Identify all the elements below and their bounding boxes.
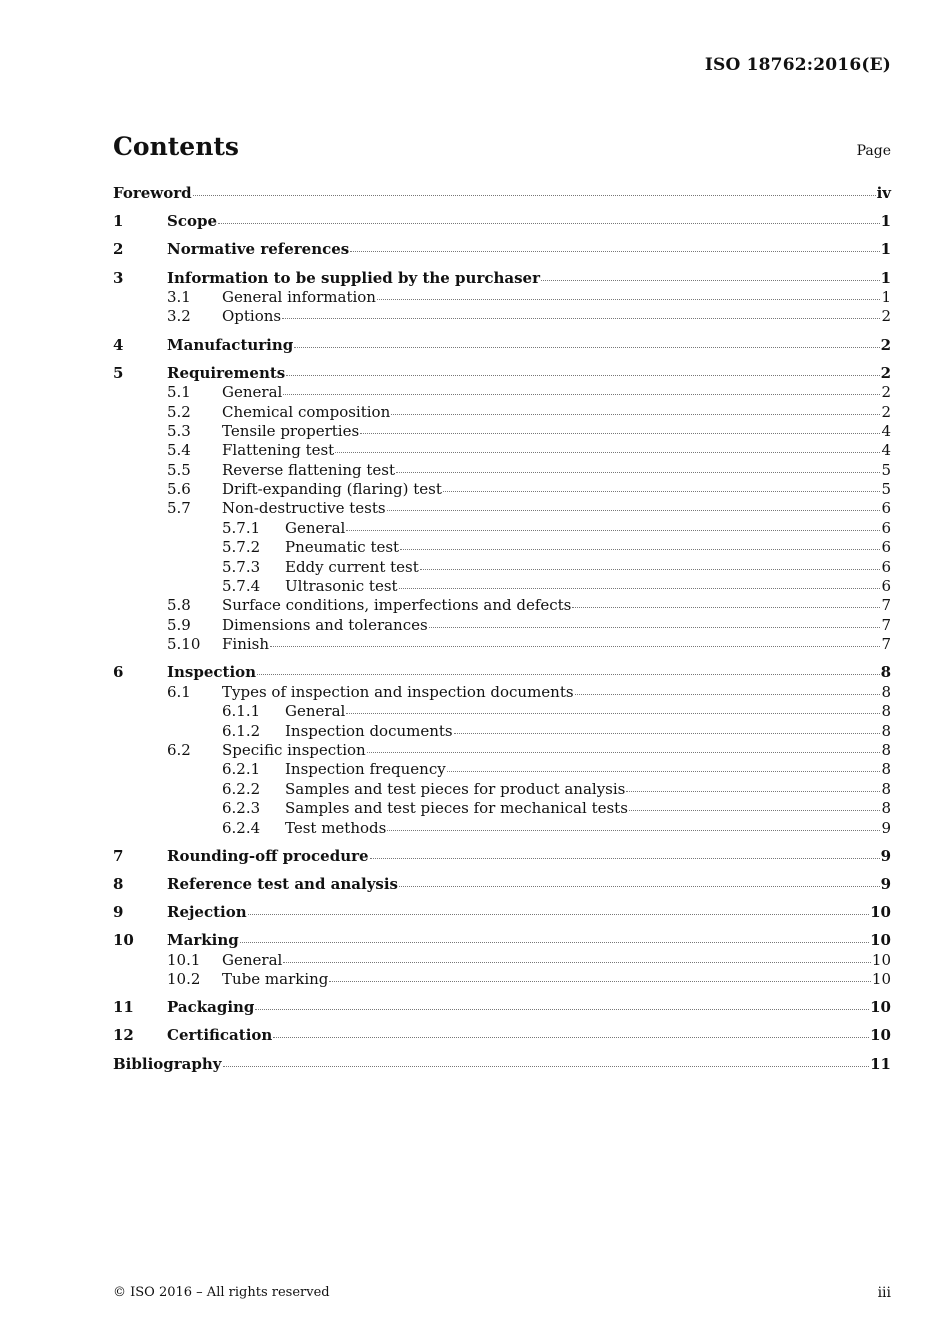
toc-entry-title: Packaging [167, 998, 255, 1017]
toc-entry-number: 5.7.2 [222, 538, 261, 557]
dot-leader [270, 642, 880, 647]
toc-entry-page: 1 [880, 240, 891, 259]
toc-entry[interactable] [113, 683, 891, 702]
toc-entry[interactable] [113, 780, 891, 799]
toc-entry-number: 6.2.2 [222, 779, 261, 798]
toc-entry-number: 3.2 [167, 307, 191, 326]
toc-entry-number: 8 [113, 874, 124, 893]
toc-entry[interactable] [113, 577, 891, 596]
toc-entry-number: 6.2.1 [222, 760, 261, 779]
toc-entry[interactable] [113, 951, 891, 970]
toc-entry-page: 10 [871, 970, 891, 989]
toc-entry[interactable] [113, 461, 891, 480]
toc-entry-page: 2 [881, 383, 891, 402]
dot-leader [282, 314, 880, 319]
toc-entry-number: 3 [113, 268, 124, 287]
toc-entry-number: 5.1 [167, 383, 191, 402]
toc-entry-title: Pneumatic test [285, 538, 400, 557]
dot-leader [367, 748, 881, 753]
toc-entry-number: 5.8 [167, 596, 191, 615]
toc-entry-number: 6.2 [167, 740, 191, 759]
toc-entry-title: Certification [167, 1026, 273, 1045]
toc-entry-title: Information to be supplied by the purchaser [167, 268, 540, 287]
toc-entry[interactable] [113, 269, 891, 288]
toc-entry-number: 6.1 [167, 682, 191, 701]
toc-entry-number: 11 [113, 998, 134, 1017]
toc-entry-page: 9 [880, 874, 891, 893]
toc-entry-number: 5.9 [167, 615, 191, 634]
toc-entry[interactable] [113, 519, 891, 538]
dot-leader [248, 910, 869, 915]
toc-entry-page: 8 [881, 779, 891, 798]
toc-entry-title: Types of inspection and inspection documents [222, 682, 574, 701]
toc-entry-number: 5.5 [167, 460, 191, 479]
toc-entry-page: 10 [870, 1026, 891, 1045]
toc-entry-page: iv [876, 184, 891, 202]
dot-leader [273, 1033, 869, 1038]
toc-entry-page: 8 [881, 799, 891, 818]
dot-leader [255, 1005, 869, 1010]
toc-entry-title: Requirements [167, 363, 286, 382]
toc-entry[interactable] [113, 875, 891, 894]
toc-entry-number: 5.7 [167, 499, 191, 518]
dot-leader [400, 545, 880, 550]
toc-entry-number: 1 [113, 212, 124, 231]
toc-entry[interactable] [113, 307, 891, 326]
dot-leader [377, 295, 880, 300]
toc-entry-title: General [222, 383, 283, 402]
toc-entry-page: 8 [880, 663, 891, 682]
toc-entry-page: 2 [881, 307, 891, 326]
dot-leader [626, 787, 880, 792]
dot-leader [193, 191, 876, 196]
toc-entry[interactable] [113, 212, 891, 231]
toc-entry[interactable] [113, 799, 891, 818]
toc-entry-page: 11 [870, 1054, 891, 1073]
toc-entry-title: Tube marking [222, 970, 329, 989]
dot-leader [257, 670, 879, 675]
toc-entry[interactable] [113, 240, 891, 259]
toc-entry[interactable] [113, 184, 891, 203]
dot-leader [294, 343, 879, 348]
dot-leader [429, 623, 881, 628]
toc-entry[interactable] [113, 903, 891, 922]
dot-leader [346, 526, 880, 531]
dot-leader [223, 1062, 870, 1067]
toc-entry-title: Flattening test [222, 441, 335, 460]
toc-entry-title: Manufacturing [167, 335, 294, 354]
toc-entry[interactable] [113, 288, 891, 307]
toc-entry[interactable] [113, 702, 891, 721]
toc-entry-number: 6.1.2 [222, 721, 261, 740]
toc-entry-title: Inspection [167, 663, 257, 682]
toc-entry[interactable] [113, 970, 891, 989]
toc-entry-page: 1 [880, 212, 891, 231]
toc-entry-page: 6 [881, 538, 891, 557]
toc-entry[interactable] [113, 480, 891, 499]
toc-entry-number: 5.7.1 [222, 518, 261, 537]
toc-entry[interactable] [113, 499, 891, 518]
toc-entry[interactable] [113, 422, 891, 441]
toc-entry-page: 1 [881, 287, 891, 306]
toc-entry-page: 6 [881, 577, 891, 596]
document-id: ISO 18762:2016(E) [704, 55, 891, 75]
toc-entry-number: 10.2 [167, 970, 201, 989]
toc-entry-number: 5.3 [167, 421, 191, 440]
toc-entry[interactable] [113, 819, 891, 838]
toc-entry-page: 2 [881, 402, 891, 421]
toc-entry-number: 7 [113, 846, 124, 865]
dot-leader [575, 690, 881, 695]
toc-entry-page: 5 [881, 480, 891, 499]
toc-entry-page: 8 [881, 740, 891, 759]
dot-leader [396, 468, 880, 473]
dot-leader [329, 977, 871, 982]
toc-entry[interactable] [113, 1055, 891, 1074]
dot-leader [240, 938, 869, 943]
toc-entry-title: General information [222, 287, 376, 306]
dot-leader [387, 506, 881, 511]
contents-title: Contents [113, 132, 240, 161]
toc-entry-title: Rounding-off procedure [167, 846, 369, 865]
dot-leader [443, 487, 881, 492]
toc-entry-page: 10 [870, 931, 891, 950]
toc-entry-title: General [222, 950, 283, 969]
toc-entry-page: 10 [871, 950, 891, 969]
toc-entry[interactable] [113, 663, 891, 682]
toc-entry[interactable] [113, 364, 891, 383]
toc-entry[interactable] [113, 538, 891, 557]
toc-entry-page: 9 [881, 818, 891, 837]
page-number: iii [877, 1285, 891, 1301]
toc-entry-title: Finish [222, 635, 270, 654]
dot-leader [346, 709, 880, 714]
toc-entry-title: Samples and test pieces for mechanical tests [285, 799, 628, 818]
toc-entry-title: Foreword [113, 184, 192, 202]
dot-leader [387, 826, 880, 831]
dot-leader [399, 882, 880, 887]
dot-leader [218, 219, 880, 224]
toc-entry-title: Reverse flattening test [222, 460, 396, 479]
toc-entry-page: 10 [870, 998, 891, 1017]
toc-entry-number: 3.1 [167, 287, 191, 306]
toc-entry[interactable] [113, 931, 891, 950]
toc-entry-title: Dimensions and tolerances [222, 615, 428, 634]
toc-entry[interactable] [113, 635, 891, 654]
toc-entry-page: 8 [881, 682, 891, 701]
toc-entry-number: 5 [113, 363, 124, 382]
toc-entry-title: Chemical composition [222, 402, 391, 421]
toc-entry[interactable] [113, 403, 891, 422]
toc-entry-page: 2 [880, 335, 891, 354]
toc-entry-title: Eddy current test [285, 557, 419, 576]
toc-entry-number: 5.7.4 [222, 577, 261, 596]
table-of-contents [113, 184, 891, 1074]
toc-entry-page: 8 [881, 702, 891, 721]
toc-entry-page: 10 [870, 903, 891, 922]
toc-entry-number: 6 [113, 663, 124, 682]
toc-entry-page: 5 [881, 460, 891, 479]
toc-entry-page: 9 [880, 846, 891, 865]
toc-entry[interactable] [113, 847, 891, 866]
toc-entry-title: Tensile properties [222, 421, 360, 440]
toc-entry-page: 6 [881, 518, 891, 537]
page-column-label: Page [856, 143, 891, 159]
toc-entry[interactable] [113, 760, 891, 779]
toc-entry-number: 5.2 [167, 402, 191, 421]
toc-entry-page: 6 [881, 499, 891, 518]
toc-entry-title: Marking [167, 931, 239, 950]
toc-entry-title: Bibliography [113, 1054, 222, 1073]
dot-leader [286, 371, 879, 376]
toc-entry[interactable] [113, 383, 891, 402]
dot-leader [420, 565, 881, 570]
toc-entry-number: 9 [113, 903, 124, 922]
toc-entry[interactable] [113, 596, 891, 615]
dot-leader [350, 247, 879, 252]
toc-entry-title: Rejection [167, 903, 247, 922]
toc-entry[interactable] [113, 998, 891, 1017]
toc-entry[interactable] [113, 336, 891, 355]
toc-entry-number: 5.4 [167, 441, 191, 460]
toc-entry-page: 7 [881, 635, 891, 654]
toc-entry-title: Test methods [285, 818, 387, 837]
toc-entry-page: 8 [881, 760, 891, 779]
toc-entry-title: General [285, 702, 346, 721]
toc-entry-number: 5.10 [167, 635, 201, 654]
toc-entry-number: 6.2.3 [222, 799, 261, 818]
toc-entry-title: Non-destructive tests [222, 499, 386, 518]
dot-leader [283, 390, 880, 395]
toc-entry-number: 6.1.1 [222, 702, 261, 721]
toc-entry-title: Drift-expanding (flaring) test [222, 480, 442, 499]
dot-leader [541, 276, 880, 281]
dot-leader [447, 767, 881, 772]
dot-leader [572, 603, 880, 608]
toc-entry-number: 10 [113, 931, 134, 950]
toc-entry-page: 4 [881, 441, 891, 460]
toc-entry-title: Reference test and analysis [167, 874, 399, 893]
toc-entry-title: Surface conditions, imperfections and defects [222, 596, 572, 615]
toc-entry[interactable] [113, 558, 891, 577]
toc-entry-title: Ultrasonic test [285, 577, 398, 596]
toc-entry-number: 2 [113, 240, 124, 259]
toc-entry-number: 5.6 [167, 480, 191, 499]
toc-entry[interactable] [113, 722, 891, 741]
toc-entry-title: Options [222, 307, 282, 326]
toc-entry-number: 12 [113, 1026, 134, 1045]
toc-entry-title: Normative references [167, 240, 350, 259]
toc-entry[interactable] [113, 441, 891, 460]
toc-entry-page: 7 [881, 596, 891, 615]
copyright-footer: © ISO 2016 – All rights reserved [113, 1285, 330, 1300]
dot-leader [454, 729, 881, 734]
toc-entry-number: 4 [113, 335, 124, 354]
toc-entry-number: 10.1 [167, 950, 201, 969]
toc-entry-title: Inspection frequency [285, 760, 446, 779]
dot-leader [391, 410, 880, 415]
toc-entry-number: 5.7.3 [222, 557, 261, 576]
toc-entry[interactable] [113, 616, 891, 635]
toc-entry[interactable] [113, 1026, 891, 1045]
toc-entry[interactable] [113, 741, 891, 760]
dot-leader [399, 584, 881, 589]
toc-entry-title: General [285, 518, 346, 537]
toc-entry-number: 6.2.4 [222, 818, 261, 837]
dot-leader [370, 854, 880, 859]
toc-entry-page: 1 [880, 268, 891, 287]
dot-leader [360, 429, 880, 434]
toc-entry-page: 2 [880, 363, 891, 382]
dot-leader [283, 958, 871, 963]
toc-entry-page: 7 [881, 615, 891, 634]
toc-entry-title: Scope [167, 212, 218, 231]
toc-entry-page: 8 [881, 721, 891, 740]
toc-entry-title: Samples and test pieces for product analysis [285, 779, 626, 798]
dot-leader [629, 806, 881, 811]
toc-entry-title: Inspection documents [285, 721, 453, 740]
toc-entry-title: Specific inspection [222, 740, 366, 759]
dot-leader [335, 448, 880, 453]
toc-entry-page: 4 [881, 421, 891, 440]
toc-entry-page: 6 [881, 557, 891, 576]
